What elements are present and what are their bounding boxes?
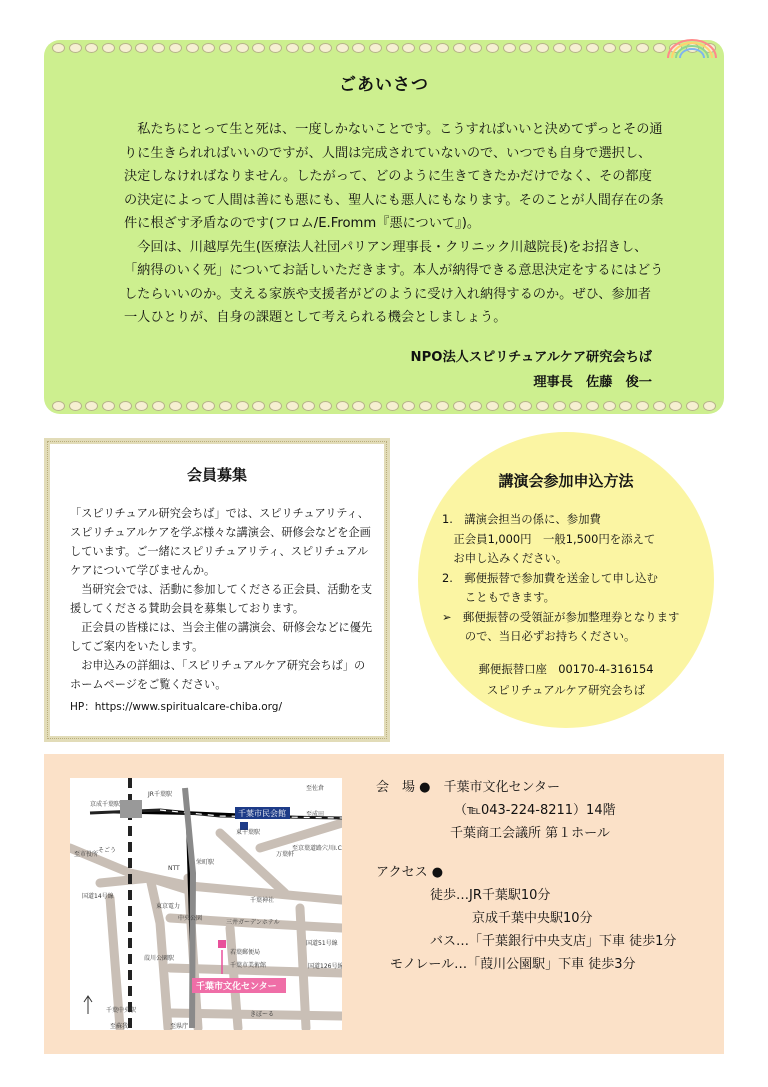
venue-panel [44,754,724,1054]
member-title: 会員募集 [186,466,247,484]
map-label-route51: 国道51号線 [306,940,338,947]
application-step: 2. 郵便振替で参加費を送金して申し込む [442,570,658,585]
application-step: ので、当日必ずお持ちください。 [442,629,636,643]
map-label-to-soga: 至蘇我 [110,1023,129,1030]
greeting-title: ごあいさつ [339,75,429,95]
map-label-culture: 千葉市文化センター [196,982,277,992]
access-map [70,778,342,1030]
account-name: スピリチュアルケア研究会ちば [486,683,646,697]
access-item: モノレール…「葭川公園駅」下車 徒歩3分 [390,957,636,972]
map-label-shimin: 千葉市民会館 [238,809,286,818]
map-label-city-office: 至市役所 [74,851,99,858]
map-label-kiboru: きぼーる [250,1011,275,1018]
map-label-route126: 国道126号線 [308,963,342,970]
map-label-sogo: そごう [98,847,117,854]
map-drawing [70,778,342,1030]
application-step: 正会員1,000円 一般1,500円を添えて [442,531,656,546]
greeting-signature [411,345,652,395]
north-arrow-icon [84,996,92,1014]
map-label-hotel: 三井ガーデンホテル [226,919,280,926]
top-scallop-border [52,43,716,53]
application-step: 1. 講演会担当の係に、参加費 [442,512,601,526]
account-number: 郵便振替口座 00170-4-316154 [478,662,654,676]
signer-name: 理事長 佐藤 俊一 [533,375,652,390]
map-label-manchiken: 万葉軒 [276,851,295,858]
place-label: 会 場 ● [376,780,431,795]
greeting-panel [44,40,724,414]
rainbow-icon [664,38,720,58]
map-label-keisei-chuo: 千葉中央駅 [106,1007,137,1014]
venue-row [376,776,676,799]
greeting-body [124,118,664,330]
application-step: ➢ 郵便振替の受領証が参加整理券となります [442,609,680,624]
organization-name: NPO法人スピリチュアルケア研究会ちば [410,350,652,365]
map-label-museum: 千葉市美術館 [230,962,267,969]
venue-hall: 千葉商工会議所 第１ホール [450,826,610,841]
member-paragraph: 当研究会では、活動に参加してくださる正会員、活動を支援してくださる賛助会員を募集しております。 [70,583,373,615]
access-label: アクセス ● [376,865,444,880]
map-label-to-narita: 至成田 [306,811,325,818]
map-label-yoshikawa: 葭川公園駅 [144,955,175,962]
access-item: バス…「千葉銀行中央支店」下車 徒歩1分 [430,934,677,949]
map-label-to-prefecture: 至県庁 [170,1023,189,1030]
application-step: こともできます。 [442,590,555,604]
map-label-post: 若葉郵便局 [230,949,261,956]
map-label-chuo-park: 中央公園 [178,915,203,922]
member-body [70,504,376,694]
map-label-sakuramachi: 栄町駅 [196,859,215,866]
culture-center-marker [218,940,226,948]
member-paragraph: 正会員の皆様には、当会主催の講演会、研修会などに優先してご案内をいたします。 [70,621,373,653]
venue-info [376,776,676,976]
postal-account [418,659,714,701]
bottom-scallop-border [52,401,716,411]
map-label-route14: 国道14号線 [82,893,114,900]
map-label-keisei-chiba: 京成千葉駅 [90,801,121,808]
place-name: 千葉市文化センター [443,780,560,795]
venue-tel: （℡043-224-8211）14階 [454,803,616,818]
member-paragraph: 「スピリチュアル研究会ちば」では、スピリチュアリティ、スピリチュアルケアを学ぶ様々な講演会、研修会などを企画しています。ご一緒にスピリチュアリティ、スピリチュアルケアについて学びませんか。 [70,507,371,577]
access-item: 徒歩…JR千葉駅10分 [430,888,551,903]
map-label-to-sakura: 至佐倉 [306,785,325,792]
map-label-jr-chiba: JR千葉駅 [148,791,172,798]
application-steps [442,510,712,647]
greeting-paragraph: 私たちにとって生と死は、一度しかないことです。こうすればいいと決めてずっとその通りに生きられればいいのですが、人間は完成されていないので、いつでも自身で選択し、決定しなければなりません。したがって、どのように生きてきたかだけでなく、その都度の決定によって人間は善にも悪にも、聖人にも悪人にもなります。そのことが人間存在の条件に根ざす矛盾なのです(フロム/E.Fromm『悪について』)。 [124,122,664,231]
jr-station-block [120,800,142,818]
application-title: 講演会参加申込方法 [498,472,634,490]
map-label-ntt: NTT [168,865,180,872]
member-recruitment-box [44,438,390,742]
application-step: お申し込みください。 [442,551,568,565]
access-item: 京成千葉中央駅10分 [472,911,593,926]
homepage-link[interactable]: HP：https://www.spiritualcare-chiba.org/ [70,701,282,713]
greeting-paragraph: 今回は、川越厚先生(医療法人社団パリアン理事長・クリニック川越院長)をお招きし、「納得のいく死」についてお話しいただきます。本人が納得できる意思決定をするにはどうしたらいいのか。支える家族や支援者がどのように受け入れ納得するのか。ぜひ、参加者一人ひとりが、自身の課題として考えられる機会としましょう。 [124,239,664,325]
map-label-shrine: 千葉神社 [250,897,275,904]
member-paragraph: お申込みの詳細は、「スピリチュアルケア研究会ちば」のホームページをご覧ください。 [70,659,366,691]
application-circle [418,432,714,728]
map-label-east-chiba: 東千葉駅 [236,829,261,836]
map-label-tepco: 東京電力 [156,903,181,910]
map-label-expressway: 至京葉道路穴川I.C. [292,845,342,852]
